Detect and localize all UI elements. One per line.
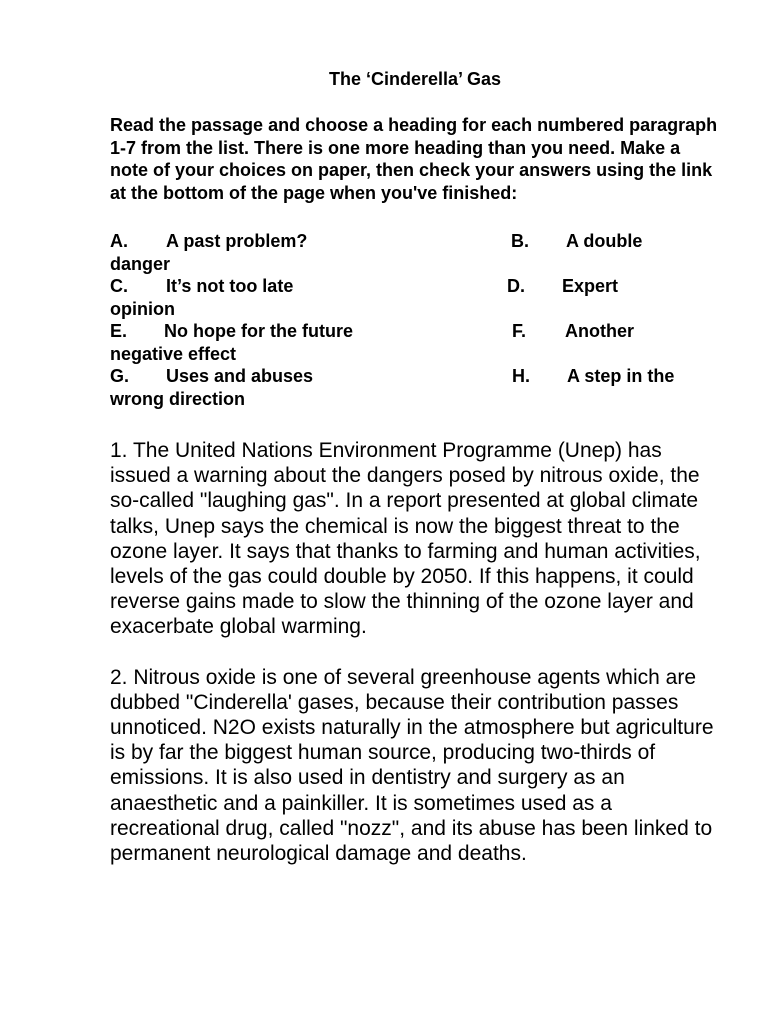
heading-text: Uses and abuses bbox=[166, 366, 314, 386]
heading-wrap-text: negative effect bbox=[110, 343, 237, 364]
heading-letter: A. bbox=[110, 231, 128, 251]
heading-text: No hope for the future bbox=[164, 321, 353, 341]
instructions-text: Read the passage and choose a heading for each numbered paragraph 1-7 from the list. There is one more heading than you need. Make a note of your choices on paper, then check your answers using the link at the bottom of the page when you've finished: bbox=[110, 115, 718, 203]
heading-option-g bbox=[110, 365, 313, 388]
heading-text: Expert bbox=[562, 276, 619, 296]
heading-list bbox=[110, 230, 720, 410]
heading-letter: E. bbox=[110, 321, 128, 341]
heading-row bbox=[110, 320, 720, 343]
heading-option-b bbox=[511, 230, 642, 253]
heading-letter: H. bbox=[512, 366, 530, 386]
heading-text: A past problem? bbox=[166, 231, 308, 251]
heading-row bbox=[110, 365, 720, 388]
heading-option-h bbox=[512, 365, 674, 388]
heading-letter: D. bbox=[507, 276, 525, 296]
heading-option-a bbox=[110, 230, 307, 253]
heading-option-e bbox=[110, 320, 353, 343]
paragraph-2: 2. Nitrous oxide is one of several greenhouse agents which are dubbed "Cinderella' gases, because their contribution passes unnoticed. N2O exists naturally in the atmosphere but agriculture is by far the biggest human source, producing two-thirds of emissions. It is also used in dentistry and surgery as an anaesthetic and a painkiller. It is sometimes used as a recreational drug, called "nozz", and its abuse has been linked to permanent neurological damage and deaths. bbox=[110, 665, 714, 866]
heading-row bbox=[110, 275, 720, 298]
heading-letter: F. bbox=[512, 321, 527, 341]
heading-wrap-text: danger bbox=[110, 253, 171, 274]
heading-wrap-text: opinion bbox=[110, 298, 175, 319]
heading-text: Another bbox=[565, 321, 634, 341]
heading-row bbox=[110, 230, 720, 253]
heading-wrap-text: wrong direction bbox=[110, 388, 245, 409]
heading-option-d bbox=[507, 275, 618, 298]
heading-option-f bbox=[512, 320, 634, 343]
heading-option-c bbox=[110, 275, 293, 298]
heading-letter: B. bbox=[511, 231, 529, 251]
document-page bbox=[110, 68, 720, 891]
paragraph-1: 1. The United Nations Environment Programme (Unep) has issued a warning about the dangers posed by nitrous oxide, the so-called "laughing gas". In a report presented at global climate talks, Unep says the chemical is now the biggest threat to the ozone layer. It says that thanks to farming and human activities, levels of the gas could double by 2050. If this happens, it could reverse gains made to slow the thinning of the ozone layer and exacerbate global warming. bbox=[110, 439, 701, 639]
document-title: The ‘Cinderella’ Gas bbox=[328, 69, 502, 89]
heading-text: A double bbox=[566, 231, 643, 251]
heading-letter: G. bbox=[110, 366, 130, 386]
heading-text: A step in the bbox=[567, 366, 675, 386]
heading-text: It’s not too late bbox=[166, 276, 294, 296]
heading-letter: C. bbox=[110, 276, 128, 296]
